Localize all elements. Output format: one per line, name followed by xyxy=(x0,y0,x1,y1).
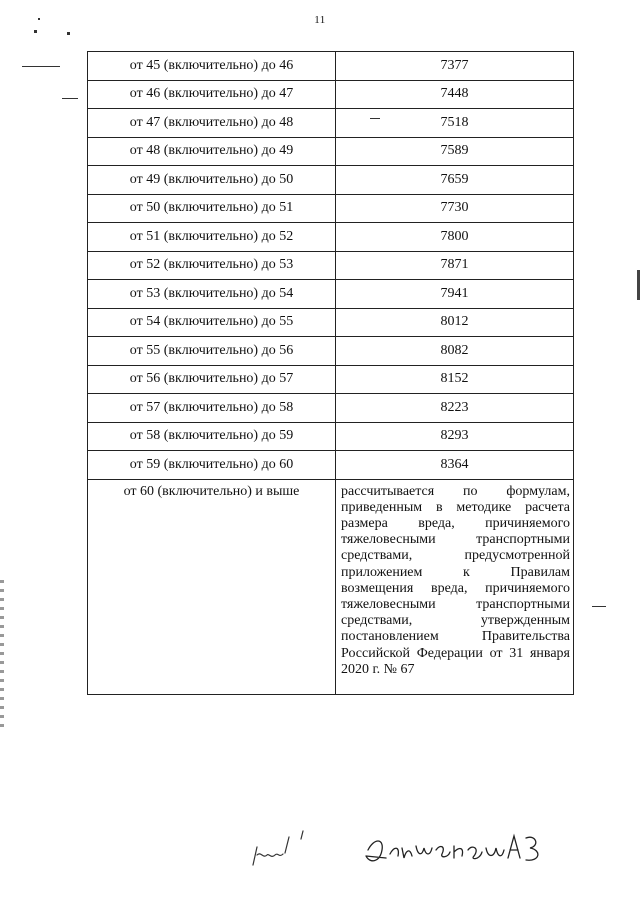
value-cell: 8364 xyxy=(336,451,574,480)
value-cell: 7659 xyxy=(336,166,574,195)
table-row xyxy=(88,422,574,451)
table-row xyxy=(88,109,574,138)
table-row xyxy=(88,308,574,337)
value-cell: 8082 xyxy=(336,337,574,366)
table-row xyxy=(88,137,574,166)
scan-mark xyxy=(38,18,40,20)
value-cell: 7941 xyxy=(336,280,574,309)
range-cell: от 50 (включительно) до 51 xyxy=(88,194,336,223)
range-cell: от 51 (включительно) до 52 xyxy=(88,223,336,252)
rates-table xyxy=(87,51,574,695)
value-cell: 7377 xyxy=(336,52,574,81)
value-cell: 7448 xyxy=(336,80,574,109)
range-cell: от 58 (включительно) до 59 xyxy=(88,422,336,451)
value-cell: 7730 xyxy=(336,194,574,223)
value-cell: 8293 xyxy=(336,422,574,451)
page-number: 11 xyxy=(314,14,326,26)
value-cell: 8152 xyxy=(336,365,574,394)
table-row xyxy=(88,166,574,195)
range-cell: от 45 (включительно) до 46 xyxy=(88,52,336,81)
table-row xyxy=(88,194,574,223)
scan-mark xyxy=(22,66,60,67)
scan-mark xyxy=(34,30,37,33)
value-cell: 7518 xyxy=(336,109,574,138)
range-cell: от 47 (включительно) до 48 xyxy=(88,109,336,138)
range-cell: от 57 (включительно) до 58 xyxy=(88,394,336,423)
range-cell: от 49 (включительно) до 50 xyxy=(88,166,336,195)
range-cell: от 52 (включительно) до 53 xyxy=(88,251,336,280)
value-cell: 7589 xyxy=(336,137,574,166)
range-cell: от 54 (включительно) до 55 xyxy=(88,308,336,337)
table-row xyxy=(88,80,574,109)
initials-signature-icon xyxy=(245,825,315,875)
value-cell: 8223 xyxy=(336,394,574,423)
range-cell: от 46 (включительно) до 47 xyxy=(88,80,336,109)
range-cell: от 55 (включительно) до 56 xyxy=(88,337,336,366)
value-cell-text: рассчитывается по формулам, приведенным в методике расчета размера вреда, причиняемого тяжеловесными транспортными средствами, предусмотренной приложением к Правилам возмещения вреда, причиняемого тяжеловесными транспортными средствами, утвержденным постановлением Правительства Российской Федерации от 31 января 2020 г. № 67 xyxy=(336,479,574,694)
range-cell: от 59 (включительно) до 60 xyxy=(88,451,336,480)
rates-table-body xyxy=(88,52,574,695)
range-cell: от 56 (включительно) до 57 xyxy=(88,365,336,394)
scan-mark xyxy=(62,98,78,99)
table-row xyxy=(88,365,574,394)
table-row xyxy=(88,52,574,81)
scan-mark xyxy=(592,606,606,607)
table-row xyxy=(88,451,574,480)
value-cell: 7800 xyxy=(336,223,574,252)
table-row xyxy=(88,280,574,309)
range-cell: от 60 (включительно) и выше xyxy=(88,479,336,694)
value-cell: 7871 xyxy=(336,251,574,280)
range-cell: от 48 (включительно) до 49 xyxy=(88,137,336,166)
table-row-last xyxy=(88,479,574,694)
table-row xyxy=(88,251,574,280)
table-row xyxy=(88,337,574,366)
value-cell: 8012 xyxy=(336,308,574,337)
table-row xyxy=(88,394,574,423)
handwritten-signature xyxy=(360,820,550,880)
scan-mark xyxy=(67,32,70,35)
range-cell: от 53 (включительно) до 54 xyxy=(88,280,336,309)
scan-edge xyxy=(0,580,4,730)
table-row xyxy=(88,223,574,252)
